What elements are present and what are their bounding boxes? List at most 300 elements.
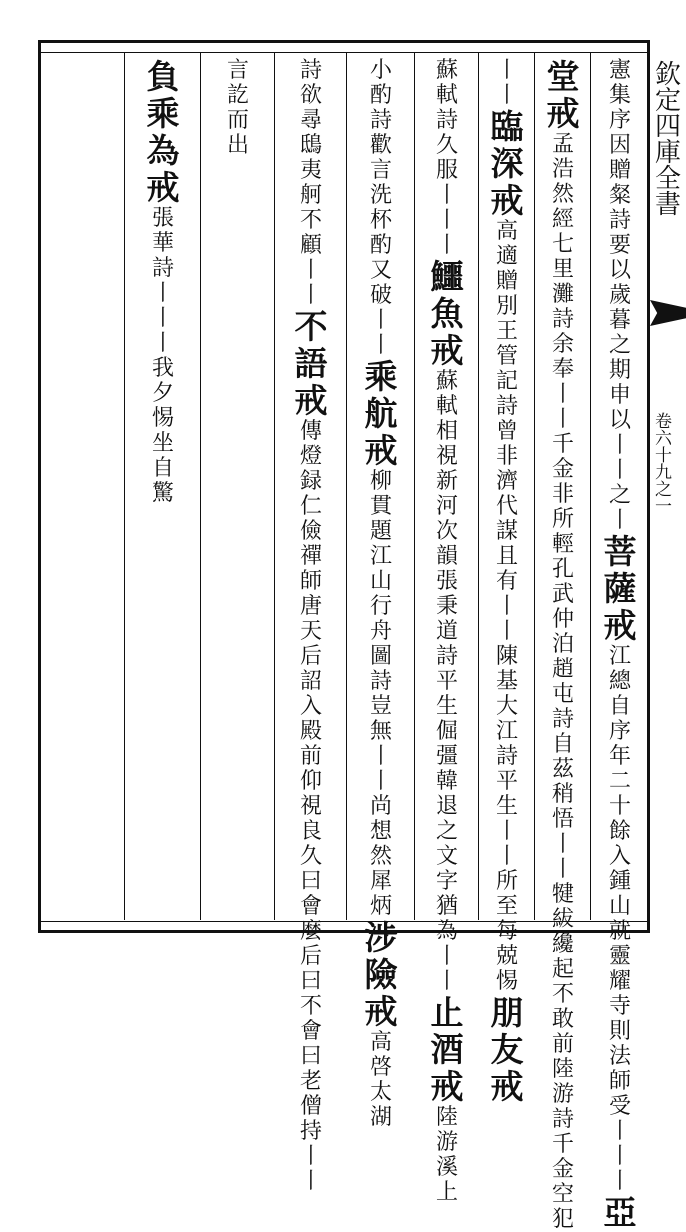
text-glyph: 丨 (608, 1143, 631, 1169)
text-glyph: 丨 (435, 207, 458, 233)
text-column (348, 57, 414, 1130)
text-glyph: 孔 (551, 556, 574, 582)
text-glyph: 金 (551, 1156, 574, 1182)
text-glyph: 為 (435, 918, 458, 944)
text-glyph: 麼 (299, 918, 322, 944)
text-glyph: 且 (495, 543, 518, 569)
text-glyph: 不 (299, 993, 322, 1019)
text-glyph: 稍 (551, 781, 574, 807)
top-rule (38, 52, 650, 53)
headword-glyph: 友 (490, 1030, 524, 1069)
text-glyph: 犀 (369, 868, 392, 894)
text-glyph: 會 (299, 893, 322, 919)
text-glyph: 灘 (551, 281, 574, 307)
text-glyph: 記 (495, 368, 518, 394)
text-glyph: 舟 (369, 618, 392, 644)
text-glyph: 高 (495, 218, 518, 244)
text-glyph: 尋 (299, 107, 322, 133)
text-glyph: 自 (551, 731, 574, 757)
text-glyph: 言 (369, 157, 392, 183)
text-glyph: 丨 (608, 1118, 631, 1144)
column-rule (274, 52, 275, 920)
text-glyph: 詩 (551, 706, 574, 732)
text-glyph: 圖 (369, 643, 392, 669)
text-glyph: 寺 (608, 993, 631, 1019)
text-glyph: 輕 (551, 531, 574, 557)
text-glyph: 耀 (608, 968, 631, 994)
headword-glyph: 亞 (603, 1193, 637, 1232)
text-glyph: 江 (495, 718, 518, 744)
margin-glyph: 庫 (655, 138, 682, 168)
text-glyph: 不 (551, 981, 574, 1007)
text-glyph: 炳 (369, 893, 392, 919)
text-glyph: 詔 (299, 668, 322, 694)
headword-glyph: 戒 (294, 381, 328, 420)
text-glyph: 序 (608, 107, 631, 133)
text-glyph: 軾 (435, 82, 458, 108)
text-glyph: 山 (369, 568, 392, 594)
headword-glyph: 涉 (364, 918, 398, 957)
text-glyph: 曰 (299, 968, 322, 994)
headword-glyph: 戒 (364, 431, 398, 470)
headword-glyph: 戒 (146, 168, 180, 207)
text-glyph: 因 (608, 132, 631, 158)
text-glyph: 丨 (435, 182, 458, 208)
text-glyph: 入 (299, 693, 322, 719)
text-glyph: 丨 (608, 457, 631, 483)
headword-glyph: 乘 (146, 94, 180, 133)
text-glyph: 杯 (369, 207, 392, 233)
text-column (536, 57, 590, 1232)
text-glyph: 平 (495, 768, 518, 794)
text-glyph: 小 (369, 57, 392, 83)
text-glyph: 詩 (435, 643, 458, 669)
text-glyph: 丨 (299, 1168, 322, 1194)
text-glyph: 豈 (369, 693, 392, 719)
headword-glyph: 戒 (546, 94, 580, 133)
text-glyph: 靈 (608, 943, 631, 969)
text-glyph: 太 (369, 1079, 392, 1105)
text-glyph: 江 (608, 643, 631, 669)
text-glyph: 就 (608, 918, 631, 944)
text-glyph: 孟 (551, 131, 574, 157)
text-glyph: 有 (495, 568, 518, 594)
text-glyph: 惕 (151, 405, 174, 431)
text-glyph: 大 (495, 693, 518, 719)
text-glyph: 張 (151, 205, 174, 231)
text-glyph: 以 (608, 407, 631, 433)
column-rule (478, 52, 479, 920)
text-glyph: 驚 (151, 480, 174, 506)
text-glyph: 丨 (435, 968, 458, 994)
text-glyph: 蘇 (435, 368, 458, 394)
margin-glyph: 九 (655, 463, 672, 483)
headword-glyph: 堂 (546, 57, 580, 96)
text-glyph: 至 (495, 893, 518, 919)
text-glyph: 法 (608, 1043, 631, 1069)
text-glyph: 丨 (299, 1143, 322, 1169)
text-glyph: 僧 (299, 1093, 322, 1119)
text-glyph: 河 (435, 493, 458, 519)
text-glyph: 之 (435, 818, 458, 844)
text-glyph: 丨 (551, 856, 574, 882)
text-glyph: 丨 (495, 57, 518, 83)
text-glyph: 會 (299, 1018, 322, 1044)
text-glyph: 仁 (299, 493, 322, 519)
text-glyph: 啓 (369, 1054, 392, 1080)
text-glyph: 然 (369, 843, 392, 869)
text-glyph: 然 (551, 181, 574, 207)
margin-glyph: 定 (655, 86, 682, 116)
text-glyph: 敢 (551, 1006, 574, 1032)
text-glyph: 顧 (299, 232, 322, 258)
text-glyph: 禪 (299, 543, 322, 569)
text-glyph: 江 (369, 543, 392, 569)
headword-glyph: 為 (146, 131, 180, 170)
text-glyph: 而 (226, 107, 249, 133)
text-glyph: 良 (299, 818, 322, 844)
text-glyph: 鴟 (299, 132, 322, 158)
text-glyph: 張 (435, 568, 458, 594)
text-glyph: 秉 (435, 593, 458, 619)
text-glyph: 視 (299, 793, 322, 819)
text-glyph: 丨 (495, 818, 518, 844)
text-column (416, 57, 478, 1205)
text-glyph: 悟 (551, 806, 574, 832)
margin-glyph: 四 (655, 112, 682, 142)
text-glyph: 唐 (299, 593, 322, 619)
text-glyph: 題 (369, 518, 392, 544)
text-glyph: 詩 (299, 57, 322, 83)
text-glyph: 丨 (495, 618, 518, 644)
headword-glyph: 險 (364, 955, 398, 994)
text-glyph: 殿 (299, 718, 322, 744)
headword-glyph: 戒 (430, 1067, 464, 1106)
text-glyph: 詩 (151, 255, 174, 281)
text-glyph: 湖 (369, 1104, 392, 1130)
text-glyph: 入 (608, 843, 631, 869)
text-glyph: 期 (608, 357, 631, 383)
text-glyph: 師 (608, 1068, 631, 1094)
text-glyph: 粲 (608, 182, 631, 208)
text-glyph: 欲 (299, 82, 322, 108)
text-glyph: 出 (226, 132, 249, 158)
text-glyph: 坐 (151, 430, 174, 456)
text-column (276, 57, 346, 1194)
text-glyph: 歡 (369, 132, 392, 158)
text-glyph: 彊 (435, 743, 458, 769)
text-glyph: 趙 (551, 656, 574, 682)
text-glyph: 想 (369, 818, 392, 844)
text-glyph: 新 (435, 468, 458, 494)
text-glyph: 酌 (369, 82, 392, 108)
text-glyph: 生 (435, 693, 458, 719)
text-glyph: 兢 (495, 943, 518, 969)
text-glyph: 陸 (435, 1104, 458, 1130)
text-glyph: 里 (551, 256, 574, 282)
text-glyph: 生 (495, 793, 518, 819)
headword-glyph: 鱷 (430, 257, 464, 296)
text-glyph: 詩 (369, 107, 392, 133)
text-glyph: 韻 (435, 543, 458, 569)
text-glyph: 歲 (608, 282, 631, 308)
text-glyph: 洗 (369, 182, 392, 208)
text-glyph: 韓 (435, 768, 458, 794)
text-glyph: 餘 (608, 818, 631, 844)
column-rule (414, 52, 415, 920)
column-rule (200, 52, 201, 920)
text-glyph: 要 (608, 232, 631, 258)
column-rule (534, 52, 535, 920)
column-rule (346, 52, 347, 920)
text-glyph: 猶 (435, 893, 458, 919)
text-glyph: 詩 (435, 107, 458, 133)
headword-glyph: 戒 (364, 992, 398, 1031)
text-glyph: 老 (299, 1068, 322, 1094)
text-glyph: 年 (608, 743, 631, 769)
text-glyph: 謀 (495, 518, 518, 544)
margin-glyph: 卷 (655, 412, 672, 432)
text-glyph: 訖 (226, 82, 249, 108)
text-glyph: 基 (495, 668, 518, 694)
text-glyph: 鍾 (608, 868, 631, 894)
text-glyph: 犍 (551, 881, 574, 907)
text-glyph: 余 (551, 331, 574, 357)
text-glyph: 倔 (435, 718, 458, 744)
margin-column (650, 44, 686, 934)
text-glyph: 舸 (299, 182, 322, 208)
text-glyph: 丨 (551, 831, 574, 857)
text-glyph: 詩 (608, 207, 631, 233)
text-glyph: 后 (299, 643, 322, 669)
headword-glyph: 乘 (364, 357, 398, 396)
headword-glyph: 不 (294, 307, 328, 346)
text-glyph: 仲 (551, 606, 574, 632)
text-glyph: 久 (435, 132, 458, 158)
headword-glyph: 菩 (603, 532, 637, 571)
text-glyph: 丨 (608, 432, 631, 458)
column-rule (590, 52, 591, 920)
text-glyph: 空 (551, 1181, 574, 1207)
text-glyph: 自 (151, 455, 174, 481)
text-glyph: 憲 (608, 57, 631, 83)
headword-glyph: 語 (294, 344, 328, 383)
text-glyph: 傳 (299, 418, 322, 444)
text-glyph: 丨 (495, 843, 518, 869)
text-glyph: 夷 (299, 157, 322, 183)
text-glyph: 曾 (495, 418, 518, 444)
text-glyph: 非 (495, 443, 518, 469)
text-glyph: 纔 (551, 931, 574, 957)
text-glyph: 酌 (369, 232, 392, 258)
text-glyph: 夕 (151, 380, 174, 406)
text-glyph: 贈 (495, 268, 518, 294)
text-glyph: 次 (435, 518, 458, 544)
margin-glyph: 書 (655, 190, 682, 220)
text-glyph: 丨 (369, 332, 392, 358)
headword-glyph: 戒 (490, 181, 524, 220)
text-glyph: 前 (299, 743, 322, 769)
text-glyph: 蘇 (435, 57, 458, 83)
text-glyph: 丨 (608, 507, 631, 533)
text-glyph: 詩 (495, 393, 518, 419)
text-glyph: 師 (299, 568, 322, 594)
text-glyph: 丨 (435, 232, 458, 258)
text-glyph: 游 (435, 1129, 458, 1155)
text-glyph: 我 (151, 355, 174, 381)
text-glyph: 前 (551, 1031, 574, 1057)
text-glyph: 每 (495, 918, 518, 944)
text-glyph: 王 (495, 318, 518, 344)
text-glyph: 相 (435, 418, 458, 444)
text-glyph: 丨 (435, 943, 458, 969)
text-glyph: 則 (608, 1018, 631, 1044)
text-glyph: 集 (608, 82, 631, 108)
text-glyph: 武 (551, 581, 574, 607)
text-glyph: 尚 (369, 793, 392, 819)
text-glyph: 言 (226, 57, 249, 83)
text-glyph: 無 (369, 718, 392, 744)
text-glyph: 奉 (551, 356, 574, 382)
text-glyph: 濟 (495, 468, 518, 494)
headword-glyph: 止 (430, 993, 464, 1032)
headword-glyph: 航 (364, 394, 398, 433)
text-glyph: 録 (299, 468, 322, 494)
text-glyph: 二 (608, 768, 631, 794)
text-glyph: 破 (369, 282, 392, 308)
text-glyph: 金 (551, 456, 574, 482)
text-glyph: 非 (551, 481, 574, 507)
margin-glyph: 全 (655, 164, 682, 194)
text-glyph: 丨 (608, 1168, 631, 1194)
text-glyph: 燈 (299, 443, 322, 469)
text-glyph: 之 (608, 482, 631, 508)
text-glyph: 丨 (151, 305, 174, 331)
text-column (126, 58, 200, 916)
text-glyph: 起 (551, 956, 574, 982)
headword-glyph: 朋 (490, 993, 524, 1032)
text-glyph: 總 (608, 668, 631, 694)
text-glyph: 申 (608, 382, 631, 408)
text-glyph: 暮 (608, 307, 631, 333)
headword-glyph: 深 (490, 144, 524, 183)
text-glyph: 所 (551, 506, 574, 532)
text-glyph: 仰 (299, 768, 322, 794)
text-glyph: 代 (495, 493, 518, 519)
text-glyph: 高 (369, 1029, 392, 1055)
margin-glyph: 六 (655, 429, 672, 449)
headword-glyph: 戒 (490, 1067, 524, 1106)
text-glyph: 詩 (495, 743, 518, 769)
text-glyph: 曰 (299, 1043, 322, 1069)
headword-glyph: 負 (146, 57, 180, 96)
text-glyph: 久 (299, 843, 322, 869)
text-glyph: 柳 (369, 468, 392, 494)
headword-glyph: 戒 (430, 331, 464, 370)
text-glyph: 泊 (551, 631, 574, 657)
headword-glyph: 戒 (603, 606, 637, 645)
volume-label (655, 414, 672, 516)
text-glyph: 茲 (551, 756, 574, 782)
text-glyph: 之 (608, 332, 631, 358)
column-rule (124, 52, 125, 920)
text-glyph: 行 (369, 593, 392, 619)
text-glyph: 七 (551, 231, 574, 257)
text-glyph: 丨 (299, 257, 322, 283)
text-glyph: 華 (151, 230, 174, 256)
text-glyph: 陸 (551, 1056, 574, 1082)
text-glyph: 序 (608, 718, 631, 744)
text-glyph: 丨 (495, 593, 518, 619)
headword-glyph: 酒 (430, 1030, 464, 1069)
text-glyph: 千 (551, 1131, 574, 1157)
text-glyph: 經 (551, 206, 574, 232)
text-glyph: 紱 (551, 906, 574, 932)
text-glyph: 持 (299, 1118, 322, 1144)
text-glyph: 丨 (369, 768, 392, 794)
text-glyph: 適 (495, 243, 518, 269)
text-glyph: 貫 (369, 493, 392, 519)
margin-glyph: 欽 (655, 60, 682, 90)
text-glyph: 千 (551, 431, 574, 457)
text-glyph: 曰 (299, 868, 322, 894)
text-glyph: 天 (299, 618, 322, 644)
text-glyph: 浩 (551, 156, 574, 182)
text-glyph: 平 (435, 668, 458, 694)
text-glyph: 文 (435, 843, 458, 869)
text-column (594, 57, 646, 1232)
text-glyph: 丨 (151, 330, 174, 356)
headword-glyph: 魚 (430, 294, 464, 333)
headword-glyph: 薩 (603, 569, 637, 608)
text-glyph: 字 (435, 868, 458, 894)
book-title (655, 62, 681, 218)
text-glyph: 自 (608, 693, 631, 719)
text-glyph: 丨 (151, 280, 174, 306)
text-glyph: 丨 (551, 406, 574, 432)
text-glyph: 詩 (551, 306, 574, 332)
text-glyph: 丨 (299, 282, 322, 308)
text-glyph: 詩 (369, 668, 392, 694)
text-glyph: 軾 (435, 393, 458, 419)
text-glyph: 丨 (551, 381, 574, 407)
text-glyph: 以 (608, 257, 631, 283)
text-glyph: 丨 (369, 307, 392, 333)
text-glyph: 犯 (551, 1206, 574, 1232)
text-glyph: 上 (435, 1179, 458, 1205)
text-glyph: 管 (495, 343, 518, 369)
text-glyph: 不 (299, 207, 322, 233)
text-glyph: 服 (435, 157, 458, 183)
text-glyph: 溪 (435, 1154, 458, 1180)
text-glyph: 儉 (299, 518, 322, 544)
text-glyph: 惕 (495, 968, 518, 994)
text-glyph: 視 (435, 443, 458, 469)
text-glyph: 退 (435, 793, 458, 819)
margin-glyph: 一 (655, 497, 672, 517)
text-glyph: 山 (608, 893, 631, 919)
text-column (202, 58, 274, 916)
text-glyph: 陳 (495, 643, 518, 669)
text-glyph: 后 (299, 943, 322, 969)
headword-glyph: 臨 (490, 107, 524, 146)
margin-glyph: 十 (655, 446, 672, 466)
text-glyph: 十 (608, 793, 631, 819)
text-glyph: 所 (495, 868, 518, 894)
text-glyph: 贈 (608, 157, 631, 183)
text-glyph: 詩 (551, 1106, 574, 1132)
text-glyph: 屯 (551, 681, 574, 707)
